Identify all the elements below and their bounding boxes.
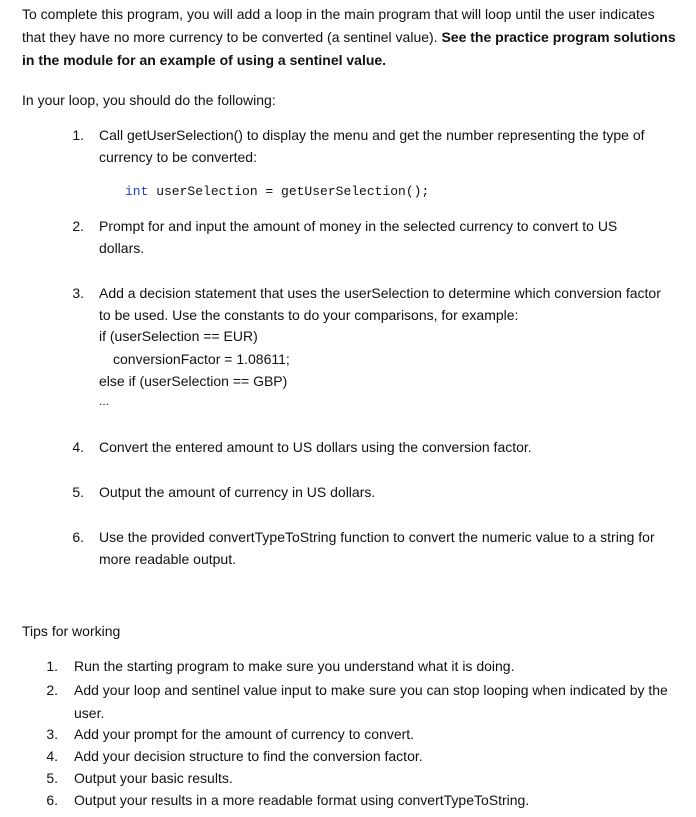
step-3-line-1: Add a decision statement that uses the userSelection to determine which conversion factor bbox=[99, 285, 661, 301]
tip-6-line-1: Output your results in a more readable format using convertTypeToString. bbox=[74, 792, 530, 808]
tip-5-number: 5. bbox=[46, 770, 58, 786]
step-1-line-2: currency to be converted: bbox=[99, 149, 257, 165]
step-6-number: 6. bbox=[72, 529, 84, 545]
tips-heading: Tips for working bbox=[22, 623, 121, 639]
decision-line-3: else if (userSelection == GBP) bbox=[99, 373, 288, 389]
intro-line-2-text: that they have no more currency to be converted (a sentinel value). bbox=[22, 29, 442, 45]
code-snippet bbox=[125, 182, 429, 202]
step-3-line-2: to be used. Use the constants to do your comparisons, for example: bbox=[99, 307, 519, 323]
step-3-number: 3. bbox=[72, 285, 84, 301]
decision-ellipsis: ... bbox=[99, 394, 110, 408]
step-1-line-1: Call getUserSelection() to display the menu and get the number representing the type of bbox=[99, 127, 645, 143]
intro-line-2-bold: See the practice program solutions bbox=[441, 29, 676, 45]
decision-line-1: if (userSelection == EUR) bbox=[99, 328, 258, 344]
step-5-line-1: Output the amount of currency in US dollars. bbox=[99, 484, 376, 500]
intro-line-2 bbox=[22, 27, 676, 47]
step-6-line-2: more readable output. bbox=[99, 551, 236, 567]
step-4-number: 4. bbox=[72, 439, 84, 455]
step-1-number: 1. bbox=[72, 127, 84, 143]
step-5-number: 5. bbox=[72, 484, 84, 500]
step-2-number: 2. bbox=[72, 218, 84, 234]
tip-3-number: 3. bbox=[46, 726, 58, 742]
tip-1-number: 1. bbox=[46, 658, 58, 674]
step-2-line-1: Prompt for and input the amount of money in the selected currency to convert to US bbox=[99, 218, 618, 234]
tip-2-line-2: user. bbox=[74, 705, 105, 721]
step-4-line-1: Convert the entered amount to US dollars using the conversion factor. bbox=[99, 439, 532, 455]
code-rest: userSelection = getUserSelection(); bbox=[148, 184, 430, 199]
tip-3-line-1: Add your prompt for the amount of currency to convert. bbox=[74, 726, 415, 742]
step-2-line-2: dollars. bbox=[99, 240, 145, 256]
tip-4-line-1: Add your decision structure to find the conversion factor. bbox=[74, 748, 423, 764]
intro-line-3: in the module for an example of using a sentinel value. bbox=[22, 52, 387, 68]
tip-2-line-1: Add your loop and sentinel value input to make sure you can stop looping when indicated by the bbox=[74, 682, 668, 698]
intro-line-1: To complete this program, you will add a loop in the main program that will loop until the user indicates bbox=[22, 6, 655, 22]
tip-2-number: 2. bbox=[46, 682, 58, 698]
decision-line-2: conversionFactor = 1.08611; bbox=[113, 351, 290, 367]
step-6-line-1: Use the provided convertTypeToString function to convert the numeric value to a string for bbox=[99, 529, 655, 545]
tip-6-number: 6. bbox=[46, 792, 58, 808]
loop-heading: In your loop, you should do the following: bbox=[22, 92, 276, 108]
tip-1-line-1: Run the starting program to make sure you understand what it is doing. bbox=[74, 658, 515, 674]
tip-4-number: 4. bbox=[46, 748, 58, 764]
tip-5-line-1: Output your basic results. bbox=[74, 770, 233, 786]
code-keyword: int bbox=[125, 184, 149, 199]
